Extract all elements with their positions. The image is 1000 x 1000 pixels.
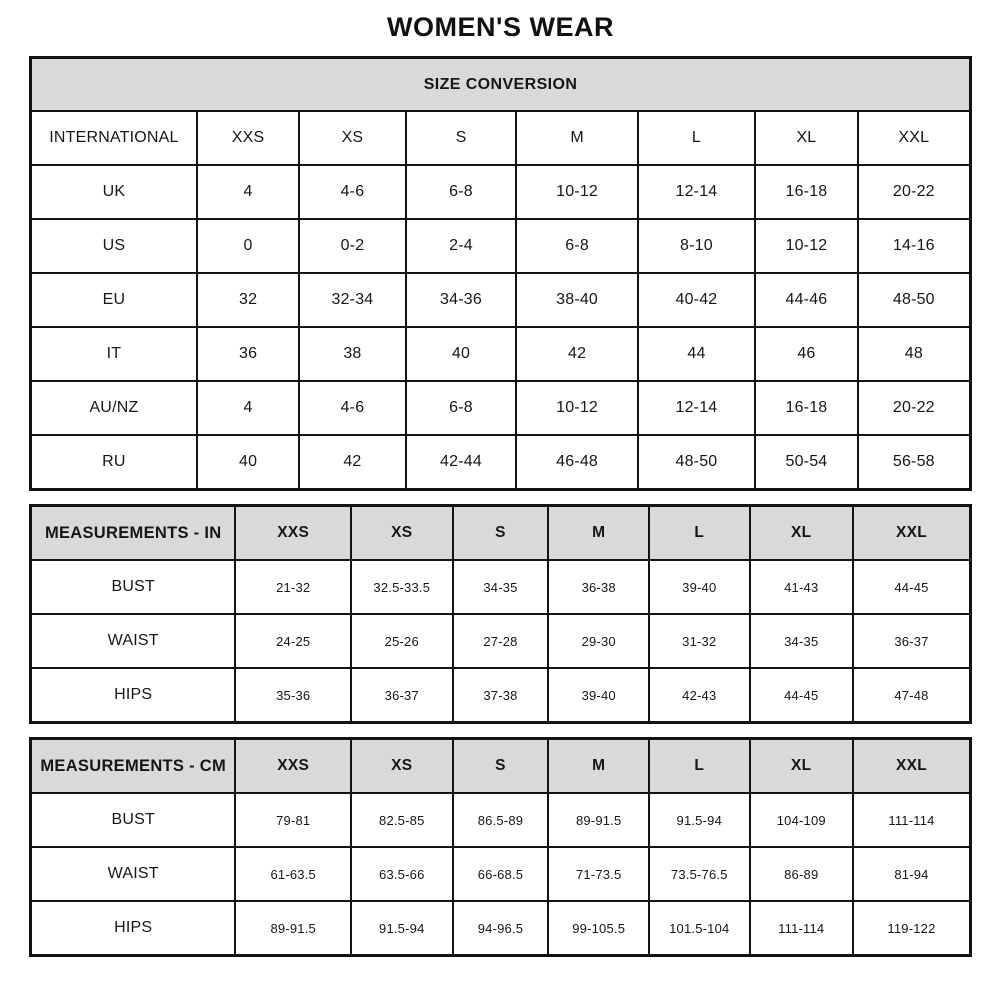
- row-label: UK: [31, 165, 197, 219]
- measurement-cell: 89-91.5: [235, 901, 351, 956]
- column-header-s: S: [406, 111, 517, 165]
- measurement-cell: 27-28: [453, 614, 549, 668]
- size-cell: 32: [197, 273, 299, 327]
- measurement-cell: 81-94: [853, 847, 971, 901]
- measurement-cell: 44-45: [853, 560, 971, 614]
- size-cell: 38-40: [516, 273, 637, 327]
- table-row-hips-cm: [31, 901, 971, 956]
- row-label: BUST: [31, 793, 236, 847]
- measurement-cell: 101.5-104: [649, 901, 750, 956]
- measurements-in-header: MEASUREMENTS - IN: [31, 506, 236, 561]
- size-cell: 44: [638, 327, 756, 381]
- measurement-cell: 31-32: [649, 614, 750, 668]
- column-header-xs: XS: [351, 739, 453, 794]
- measurement-cell: 111-114: [853, 793, 971, 847]
- measurement-cell: 39-40: [548, 668, 649, 723]
- row-label: EU: [31, 273, 197, 327]
- measurement-cell: 94-96.5: [453, 901, 549, 956]
- row-label: WAIST: [31, 847, 236, 901]
- table-row-hips-in: [31, 668, 971, 723]
- measurement-cell: 82.5-85: [351, 793, 453, 847]
- column-header-row: [31, 111, 971, 165]
- column-header-xxl: XXL: [858, 111, 971, 165]
- measurement-cell: 91.5-94: [649, 793, 750, 847]
- size-cell: 40-42: [638, 273, 756, 327]
- table-row-waist-in: [31, 614, 971, 668]
- size-cell: 36: [197, 327, 299, 381]
- measurement-cell: 73.5-76.5: [649, 847, 750, 901]
- size-cell: 32-34: [299, 273, 405, 327]
- column-header-xxs: XXS: [235, 739, 351, 794]
- measurement-cell: 35-36: [235, 668, 351, 723]
- measurement-cell: 91.5-94: [351, 901, 453, 956]
- size-cell: 46-48: [516, 435, 637, 490]
- size-cell: 12-14: [638, 165, 756, 219]
- size-cell: 14-16: [858, 219, 971, 273]
- size-cell: 42: [516, 327, 637, 381]
- row-label: BUST: [31, 560, 236, 614]
- row-label: RU: [31, 435, 197, 490]
- table-header-row: [31, 58, 971, 112]
- column-header-xl: XL: [750, 506, 853, 561]
- size-conversion-header: SIZE CONVERSION: [31, 58, 971, 112]
- size-cell: 0-2: [299, 219, 405, 273]
- size-cell: 6-8: [406, 381, 517, 435]
- size-cell: 48: [858, 327, 971, 381]
- size-cell: 4-6: [299, 165, 405, 219]
- column-header-m: M: [548, 739, 649, 794]
- table-row-ru: [31, 435, 971, 490]
- size-cell: 4: [197, 381, 299, 435]
- row-label: US: [31, 219, 197, 273]
- size-cell: 8-10: [638, 219, 756, 273]
- table-row-it: [31, 327, 971, 381]
- measurement-cell: 86-89: [750, 847, 853, 901]
- size-cell: 2-4: [406, 219, 517, 273]
- size-cell: 6-8: [406, 165, 517, 219]
- measurement-cell: 89-91.5: [548, 793, 649, 847]
- measurement-cell: 25-26: [351, 614, 453, 668]
- measurements-cm-table: [29, 737, 972, 957]
- size-cell: 0: [197, 219, 299, 273]
- column-header-xl: XL: [755, 111, 857, 165]
- row-label: WAIST: [31, 614, 236, 668]
- measurement-cell: 34-35: [750, 614, 853, 668]
- measurement-cell: 61-63.5: [235, 847, 351, 901]
- measurement-cell: 37-38: [453, 668, 549, 723]
- column-header-l: L: [649, 739, 750, 794]
- row-label: HIPS: [31, 668, 236, 723]
- size-cell: 34-36: [406, 273, 517, 327]
- measurement-cell: 119-122: [853, 901, 971, 956]
- measurement-cell: 36-37: [853, 614, 971, 668]
- row-label: HIPS: [31, 901, 236, 956]
- size-cell: 4: [197, 165, 299, 219]
- measurements-cm-header: MEASUREMENTS - CM: [31, 739, 236, 794]
- size-cell: 16-18: [755, 165, 857, 219]
- column-header-s: S: [453, 506, 549, 561]
- measurement-cell: 63.5-66: [351, 847, 453, 901]
- size-cell: 10-12: [755, 219, 857, 273]
- measurement-cell: 36-37: [351, 668, 453, 723]
- column-header-international: INTERNATIONAL: [31, 111, 197, 165]
- table-row-bust-in: [31, 560, 971, 614]
- size-cell: 44-46: [755, 273, 857, 327]
- size-cell: 4-6: [299, 381, 405, 435]
- page-title: WOMEN'S WEAR: [387, 12, 614, 42]
- size-cell: 56-58: [858, 435, 971, 490]
- size-cell: 20-22: [858, 165, 971, 219]
- size-cell: 20-22: [858, 381, 971, 435]
- table-row-uk: [31, 165, 971, 219]
- column-header-xxl: XXL: [853, 739, 971, 794]
- measurement-cell: 32.5-33.5: [351, 560, 453, 614]
- measurement-cell: 47-48: [853, 668, 971, 723]
- measurement-cell: 79-81: [235, 793, 351, 847]
- table-row-eu: [31, 273, 971, 327]
- size-cell: 42: [299, 435, 405, 490]
- measurement-cell: 34-35: [453, 560, 549, 614]
- size-cell: 50-54: [755, 435, 857, 490]
- column-header-xxs: XXS: [197, 111, 299, 165]
- column-header-l: L: [649, 506, 750, 561]
- measurement-cell: 99-105.5: [548, 901, 649, 956]
- column-header-xs: XS: [351, 506, 453, 561]
- row-label: AU/NZ: [31, 381, 197, 435]
- size-cell: 10-12: [516, 165, 637, 219]
- size-cell: 6-8: [516, 219, 637, 273]
- measurement-cell: 24-25: [235, 614, 351, 668]
- size-cell: 12-14: [638, 381, 756, 435]
- measurement-cell: 111-114: [750, 901, 853, 956]
- table-row-us: [31, 219, 971, 273]
- measurement-cell: 42-43: [649, 668, 750, 723]
- measurement-cell: 29-30: [548, 614, 649, 668]
- table-row-aunz: [31, 381, 971, 435]
- column-header-xl: XL: [750, 739, 853, 794]
- column-header-m: M: [516, 111, 637, 165]
- size-cell: 48-50: [638, 435, 756, 490]
- size-cell: 16-18: [755, 381, 857, 435]
- size-cell: 38: [299, 327, 405, 381]
- measurement-cell: 39-40: [649, 560, 750, 614]
- measurement-cell: 21-32: [235, 560, 351, 614]
- size-conversion-table: [29, 56, 972, 491]
- size-cell: 42-44: [406, 435, 517, 490]
- column-header-s: S: [453, 739, 549, 794]
- measurements-in-header-row: [31, 506, 971, 561]
- column-header-l: L: [638, 111, 756, 165]
- measurement-cell: 86.5-89: [453, 793, 549, 847]
- size-cell: 10-12: [516, 381, 637, 435]
- row-label: IT: [31, 327, 197, 381]
- column-header-xs: XS: [299, 111, 405, 165]
- column-header-xxl: XXL: [853, 506, 971, 561]
- measurement-cell: 71-73.5: [548, 847, 649, 901]
- measurement-cell: 104-109: [750, 793, 853, 847]
- measurement-cell: 41-43: [750, 560, 853, 614]
- column-header-m: M: [548, 506, 649, 561]
- table-row-waist-cm: [31, 847, 971, 901]
- size-cell: 40: [197, 435, 299, 490]
- measurements-cm-header-row: [31, 739, 971, 794]
- measurement-cell: 66-68.5: [453, 847, 549, 901]
- table-row-bust-cm: [31, 793, 971, 847]
- size-cell: 48-50: [858, 273, 971, 327]
- size-cell: 46: [755, 327, 857, 381]
- column-header-xxs: XXS: [235, 506, 351, 561]
- size-cell: 40: [406, 327, 517, 381]
- measurements-in-table: [29, 504, 972, 724]
- measurement-cell: 36-38: [548, 560, 649, 614]
- measurement-cell: 44-45: [750, 668, 853, 723]
